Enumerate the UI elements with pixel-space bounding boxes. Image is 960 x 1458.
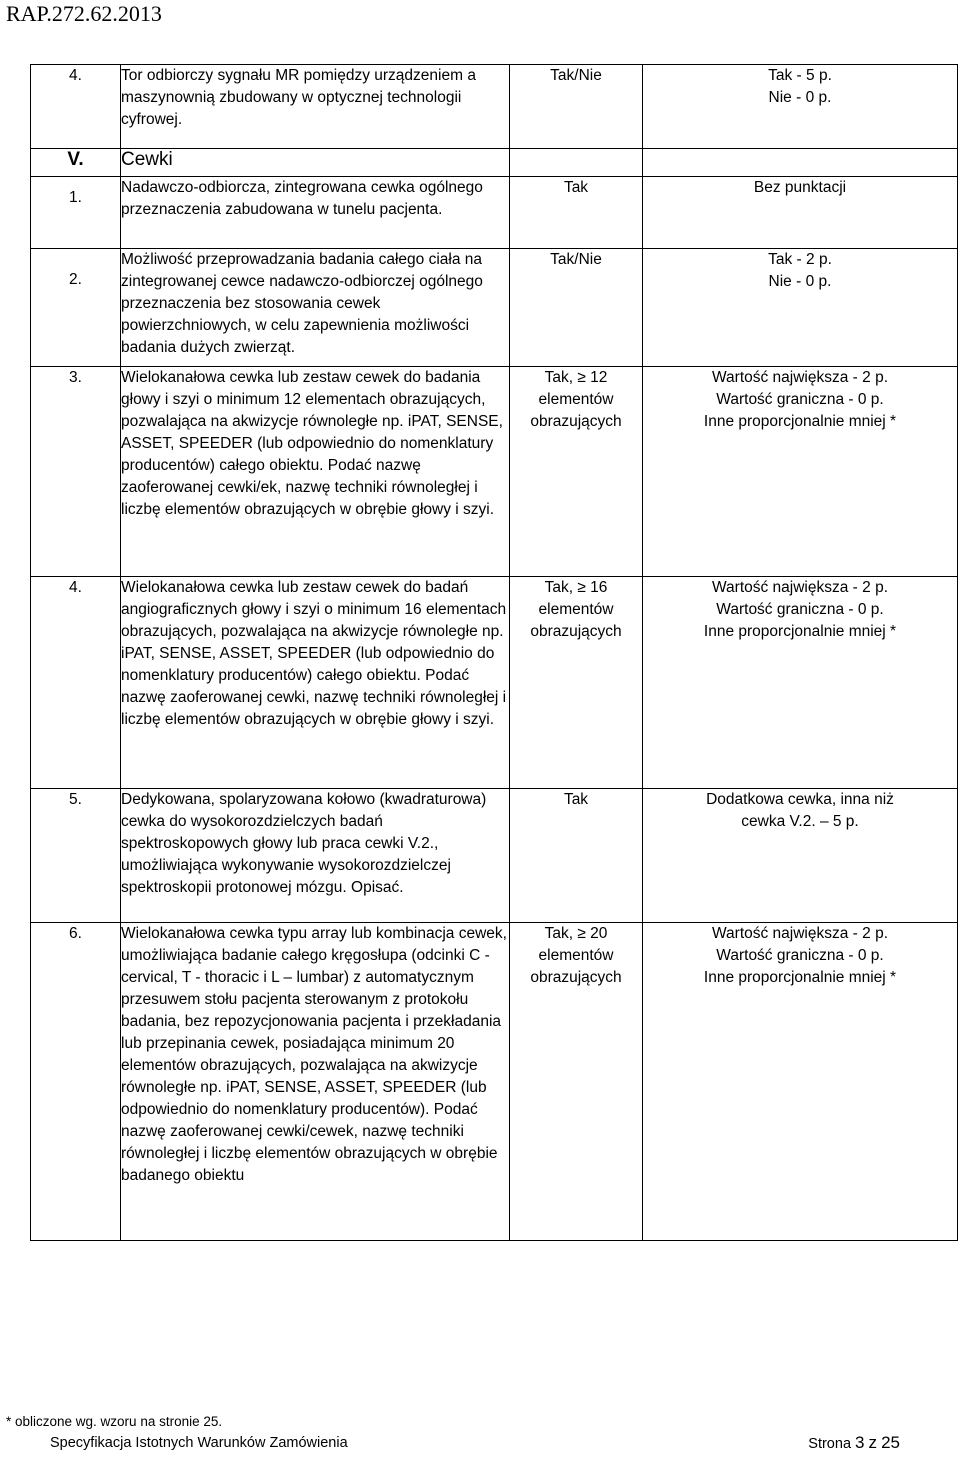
item-number-text: 2. xyxy=(69,271,82,288)
item-number xyxy=(31,367,121,577)
section-row xyxy=(31,149,958,177)
item-requirement-text: Tak/Nie xyxy=(550,67,602,84)
item-description xyxy=(121,249,510,367)
item-requirement xyxy=(510,367,643,577)
section-empty-cell xyxy=(510,149,643,177)
item-description xyxy=(121,789,510,923)
item-description xyxy=(121,923,510,1241)
footer-document-title: Specyfikacja Istotnych Warunków Zamówienia xyxy=(50,1435,348,1451)
item-description xyxy=(121,177,510,249)
item-scoring-text: Tak - 2 p. Nie - 0 p. xyxy=(768,251,832,290)
item-requirement-text: Tak xyxy=(563,791,589,808)
item-scoring-text: Dodatkowa cewka, inna niż cewka V.2. – 5 p. xyxy=(706,791,894,830)
item-description-text: Nadawczo-odbiorcza, zintegrowana cewka ogólnego przeznaczenia zabudowana w tunelu pacjenta. xyxy=(121,179,483,218)
page-label: Strona xyxy=(808,1436,852,1452)
item-requirement-text: Tak, ≥ 12 elementów obrazujących xyxy=(530,369,622,430)
item-number xyxy=(31,789,121,923)
item-number xyxy=(31,177,121,249)
item-description xyxy=(121,65,510,149)
document-reference: RAP.272.62.2013 xyxy=(6,1,162,26)
item-description xyxy=(121,367,510,577)
item-description-text: Wielokanałowa cewka lub zestaw cewek do badania głowy i szyi o minimum 12 elementach obrazujących, pozwalająca na akwizycje równoległe np. iPAT, SENSE, ASSET, SPEEDER (lub odpowiednio do nomenklatury producentów) całego obiektu. Podać nazwę zaoferowanej cewki/ek, nazwę techniki równoległej i liczbę elementów obrazujących w obrębie głowy i szyi. xyxy=(121,369,503,518)
item-number xyxy=(31,65,121,149)
item-requirement xyxy=(510,177,643,249)
item-scoring-text: Bez punktacji xyxy=(753,179,847,196)
item-number-text: 3. xyxy=(69,369,82,386)
specification-table-body xyxy=(31,65,958,1241)
item-number-text: 4. xyxy=(69,67,82,84)
item-number-text: 4. xyxy=(69,579,82,596)
item-scoring-text: Wartość największa - 2 p. Wartość graniczna - 0 p. Inne proporcjonalnie mniej * xyxy=(703,925,897,986)
item-description-text: Tor odbiorczy sygnału MR pomiędzy urządzeniem a maszynownią zbudowany w optycznej technologii cyfrowej. xyxy=(121,67,476,128)
item-description-text: Możliwość przeprowadzania badania całego ciała na zintegrowanej cewce nadawczo-odbiorczej ogólnego przeznaczenia bez stosowania cewek powierzchniowych, w celu zapewnienia możliwości badania dużych zwierząt. xyxy=(121,251,483,356)
item-scoring-text: Wartość największa - 2 p. Wartość graniczna - 0 p. Inne proporcjonalnie mniej * xyxy=(703,369,897,430)
item-description-text: Wielokanałowa cewka typu array lub kombinacja cewek, umożliwiająca badanie całego kręgosłupa (odcinki C - cervical, T - thoracic i L – lumbar) z automatycznym przesuwem stołu pacjenta sterowanym z protokołu badania, bez repozycjonowania pacjenta i przekładania lub przepinania cewek, posiadająca minimum 20 elementów obrazujących, pozwalająca na akwizycje równoległe np. iPAT, SENSE, ASSET, SPEEDER (lub odpowiednio do nomenklatury producentów). Podać nazwę zaoferowanej cewki/cewek, nazwę techniki równoległej i liczbę elementów obrazujących w obrębie badanego obiektu xyxy=(121,925,507,1184)
table-row xyxy=(31,177,958,249)
item-requirement-text: Tak/Nie xyxy=(550,251,602,268)
item-scoring xyxy=(643,789,958,923)
item-scoring xyxy=(643,923,958,1241)
item-requirement-text: Tak xyxy=(563,179,589,196)
item-requirement xyxy=(510,789,643,923)
item-requirement xyxy=(510,65,643,149)
item-requirement-text: Tak, ≥ 16 elementów obrazujących xyxy=(530,579,622,640)
page-total: 25 xyxy=(881,1433,900,1452)
item-number xyxy=(31,923,121,1241)
table-row xyxy=(31,789,958,923)
item-scoring-text: Wartość największa - 2 p. Wartość graniczna - 0 p. Inne proporcjonalnie mniej * xyxy=(703,579,897,640)
item-scoring-text: Tak - 5 p. Nie - 0 p. xyxy=(768,67,832,106)
section-number: V. xyxy=(31,149,121,177)
item-description-text: Wielokanałowa cewka lub zestaw cewek do badań angiograficznych głowy i szyi o minimum 16 elementach obrazujących, pozwalająca na akwizycje równoległe np. iPAT, SENSE, ASSET, SPEEDER (lub odpowiednio do nomenklatury producentów) całego obiektu. Podać nazwę zaoferowanej cewki, nazwę techniki równoległej i liczbę elementów obrazujących w obrębie głowy i szyi. xyxy=(121,579,507,728)
table-row xyxy=(31,65,958,149)
item-scoring xyxy=(643,249,958,367)
item-number-text: 5. xyxy=(69,791,82,808)
item-number xyxy=(31,249,121,367)
table-row xyxy=(31,923,958,1241)
specification-table xyxy=(30,64,958,1241)
section-title: Cewki xyxy=(121,149,510,177)
item-requirement xyxy=(510,577,643,789)
item-scoring xyxy=(643,577,958,789)
item-requirement xyxy=(510,249,643,367)
page-current: 3 xyxy=(855,1433,865,1452)
table-row xyxy=(31,577,958,789)
footnote: * obliczone wg. wzoru na stronie 25. xyxy=(6,1414,223,1429)
page-of: z xyxy=(868,1433,878,1452)
item-description-text: Dedykowana, spolaryzowana kołowo (kwadraturowa) cewka do wysokorozdzielczych badań spektroskopowych głowy lub praca cewki V.2., umożliwiająca wykonywanie wysokorozdzielczej spektroskopii protonowej mózgu. Opisać. xyxy=(121,791,487,896)
item-description xyxy=(121,577,510,789)
page-number xyxy=(808,1433,900,1453)
table-row xyxy=(31,367,958,577)
item-requirement xyxy=(510,923,643,1241)
section-empty-cell xyxy=(643,149,958,177)
item-scoring xyxy=(643,177,958,249)
item-number-text: 1. xyxy=(69,189,82,206)
item-number-text: 6. xyxy=(69,925,82,942)
item-scoring xyxy=(643,367,958,577)
table-row xyxy=(31,249,958,367)
item-scoring xyxy=(643,65,958,149)
item-requirement-text: Tak, ≥ 20 elementów obrazujących xyxy=(530,925,622,986)
item-number xyxy=(31,577,121,789)
